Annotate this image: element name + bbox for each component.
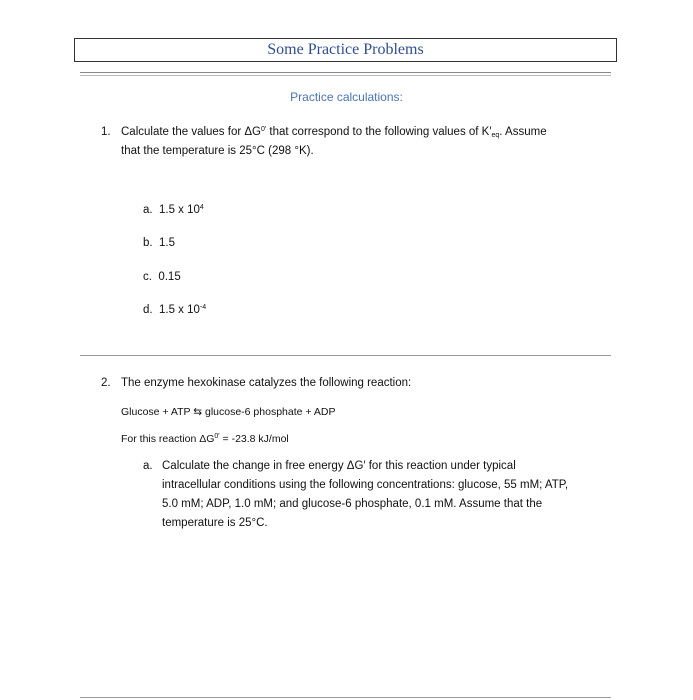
delta-g-symbol: ΔG <box>244 126 262 138</box>
item-value: 1.5 x 10 <box>158 204 200 216</box>
item-exponent: -4 <box>199 304 207 311</box>
item-label: b. <box>143 237 153 249</box>
problem-1-item-d <box>143 301 206 320</box>
dg-symbol: ΔG <box>199 433 215 445</box>
problem-1-item-a <box>143 201 204 220</box>
problem-1-line-2: that the temperature is 25°C (298 °K). <box>121 145 314 157</box>
keq-subscript: eq <box>491 132 500 139</box>
item-value: 0.15 <box>158 271 181 283</box>
problem-1-item-b <box>143 234 175 253</box>
delta-g-value-line <box>121 430 289 449</box>
reaction-equation: Glucose + ATP ⇆ glucose-6 phosphate + ADP <box>121 406 336 418</box>
problem-2-part-a-line-3: 5.0 mM; ADP, 1.0 mM; and glucose-6 phosphate, 0.1 mM. Assume that the <box>162 498 543 510</box>
bottom-divider <box>80 697 611 698</box>
problem-1-text-c: . Assume <box>499 126 547 138</box>
problem-2-part-a-line-4: temperature is 25°C. <box>162 517 268 529</box>
problem-2-number: 2. <box>101 377 111 389</box>
problem-1-item-c <box>143 268 181 287</box>
problem-2-part-a-label: a. <box>143 460 153 472</box>
section-divider <box>80 355 611 356</box>
title-divider <box>80 72 611 76</box>
delta-g-superscript: 0′ <box>261 126 267 133</box>
problem-1-text-b: that correspond to the following values of K′ <box>266 126 492 138</box>
item-value: 1.5 <box>158 237 175 249</box>
problem-2-part-a-line-2: intracellular conditions using the following concentrations: glucose, 55 mM; ATP, <box>162 479 569 491</box>
section-subheading: Practice calculations: <box>290 90 403 104</box>
dg-text-a: For this reaction <box>121 433 200 445</box>
item-exponent: 4 <box>199 204 204 211</box>
problem-2-intro: The enzyme hexokinase catalyzes the following reaction: <box>121 377 412 389</box>
problem-2-part-a-line-1: Calculate the change in free energy ΔG′ for this reaction under typical <box>162 460 516 472</box>
problem-1-text-a: Calculate the values for <box>121 126 245 138</box>
item-label: a. <box>143 204 153 216</box>
item-label: d. <box>143 304 153 316</box>
dg-text-b: = -23.8 kJ/mol <box>219 433 289 445</box>
problem-1-number: 1. <box>101 126 111 138</box>
problem-1-line-1 <box>121 123 547 142</box>
page-title: Some Practice Problems <box>74 38 617 62</box>
item-label: c. <box>143 271 152 283</box>
item-value: 1.5 x 10 <box>158 304 200 316</box>
dg-superscript: 0′ <box>214 433 220 440</box>
